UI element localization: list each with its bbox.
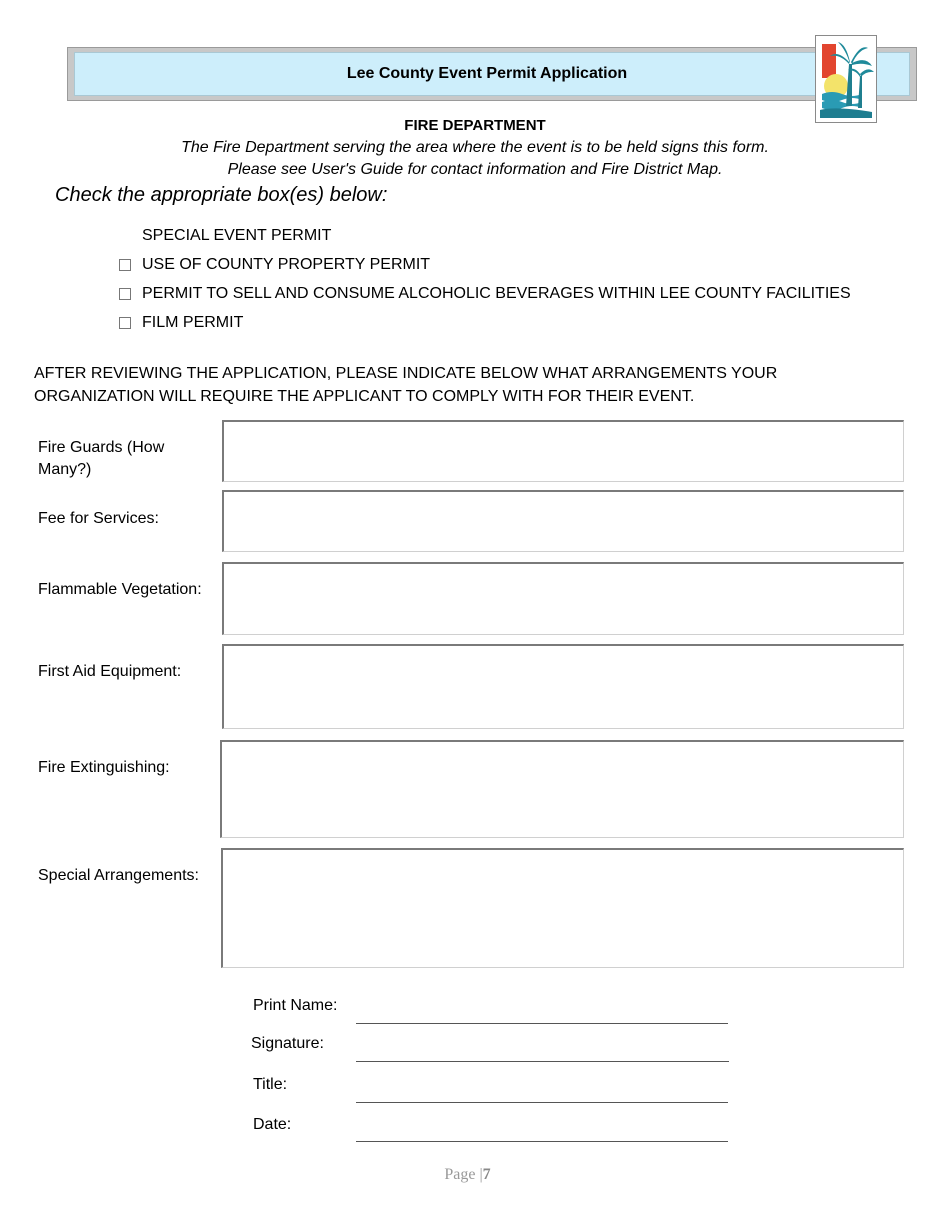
print-name-label: Print Name:: [253, 997, 338, 1014]
department-note-line1: The Fire Department serving the area where the event is to be held signs this form.: [181, 139, 769, 156]
print-name-line[interactable]: [356, 1023, 728, 1024]
signature-line[interactable]: [356, 1061, 729, 1062]
first-aid-equipment-field[interactable]: [222, 644, 904, 729]
film-permit-checkbox[interactable]: [119, 317, 131, 329]
page-number: [0, 1166, 935, 1184]
title-line[interactable]: [356, 1102, 728, 1103]
flammable-vegetation-label: Flammable Vegetation:: [38, 581, 202, 598]
signature-label: Signature:: [251, 1035, 324, 1052]
fire-extinguishing-field[interactable]: [220, 740, 904, 838]
instructions-line1: AFTER REVIEWING THE APPLICATION, PLEASE INDICATE BELOW WHAT ARRANGEMENTS YOUR: [34, 365, 778, 382]
fee-for-services-field[interactable]: [222, 490, 904, 552]
fire-guards-label: [38, 437, 164, 481]
title-label: Title:: [253, 1076, 288, 1093]
fire-extinguishing-label: Fire Extinguishing:: [38, 759, 170, 776]
header-banner-inner: [74, 52, 910, 96]
header-banner: [67, 47, 917, 101]
department-note-line2: Please see User's Guide for contact information and Fire District Map.: [227, 161, 723, 178]
county-property-label: USE OF COUNTY PROPERTY PERMIT: [142, 256, 431, 273]
instructions-line2: ORGANIZATION WILL REQUIRE THE APPLICANT TO COMPLY WITH FOR THEIR EVENT.: [34, 388, 695, 405]
special-arrangements-field[interactable]: [221, 848, 904, 968]
flammable-vegetation-field[interactable]: [222, 562, 904, 635]
fire-guards-label-line2: Many?): [38, 461, 92, 478]
county-property-checkbox[interactable]: [119, 259, 131, 271]
fire-guards-label-line1: Fire Guards (How: [38, 439, 165, 456]
film-permit-label: FILM PERMIT: [142, 314, 244, 331]
fire-guards-field[interactable]: [222, 420, 904, 482]
date-label: Date:: [253, 1116, 292, 1133]
date-line[interactable]: [356, 1141, 728, 1142]
page-number-prefix: Page |: [444, 1166, 483, 1183]
alcohol-permit-label: PERMIT TO SELL AND CONSUME ALCOHOLIC BEVERAGES WITHIN LEE COUNTY FACILITIES: [142, 285, 851, 302]
first-aid-equipment-label: First Aid Equipment:: [38, 663, 182, 680]
page-number-value: 7: [482, 1166, 491, 1183]
alcohol-permit-checkbox[interactable]: [119, 288, 131, 300]
special-arrangements-label: Special Arrangements:: [38, 867, 199, 884]
fee-for-services-label: Fee for Services:: [38, 510, 159, 527]
checklist-heading: Check the appropriate box(es) below:: [55, 184, 388, 206]
special-event-label: SPECIAL EVENT PERMIT: [142, 227, 332, 244]
department-title: FIRE DEPARTMENT: [404, 117, 546, 134]
palm-tree-logo-icon: [815, 35, 877, 123]
page-title: Lee County Event Permit Application: [346, 65, 628, 82]
instructions: [34, 362, 794, 408]
